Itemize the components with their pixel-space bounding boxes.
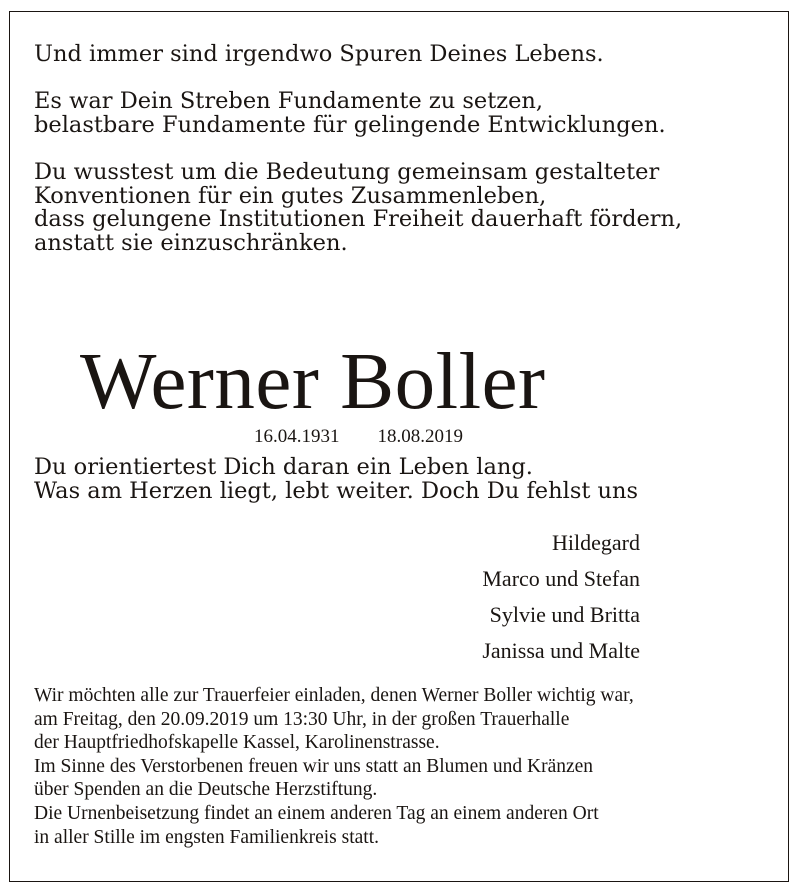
notice-line: über Spenden an die Deutsche Herzstiftung. — [34, 779, 378, 801]
intro-paragraph-3 — [34, 161, 682, 255]
mourner-name: Janissa und Malte — [482, 638, 640, 663]
mourners-list — [482, 525, 640, 669]
birth-date: 16.04.1931 — [254, 426, 340, 447]
funeral-notice — [34, 684, 634, 849]
notice-line: Die Urnenbeisetzung findet an einem anderen Tag an einem anderen Ort — [34, 802, 599, 824]
closing-line: Du orientiertest Dich daran ein Leben lang. — [34, 454, 533, 480]
notice-line: der Hauptfriedhofskapelle Kassel, Karolinenstrasse. — [34, 732, 440, 754]
intro-line: Du wusstest um die Bedeutung gemeinsam gestalteter — [34, 159, 660, 185]
notice-line: Im Sinne des Verstorbenen freuen wir uns statt an Blumen und Kränzen — [34, 755, 594, 777]
intro-line: dass gelungene Institutionen Freiheit dauerhaft fördern, — [34, 206, 683, 232]
intro-line: Konventionen für ein gutes Zusammenleben, — [34, 182, 547, 209]
mourner-name: Sylvie und Britta — [489, 602, 640, 627]
closing-paragraph — [34, 456, 638, 503]
intro-line: belastbare Fundamente für gelingende Entwicklungen. — [34, 111, 666, 138]
intro-paragraph-1 — [34, 43, 604, 67]
intro-paragraph-2 — [34, 90, 666, 137]
death-date: 18.08.2019 — [377, 426, 463, 447]
mourner-name: Marco und Stefan — [482, 566, 640, 591]
intro-line: Und immer sind irgendwo Spuren Deines Lebens. — [34, 41, 604, 67]
life-dates — [254, 426, 463, 448]
closing-line: Was am Herzen liegt, lebt weiter. Doch Du fehlst uns — [34, 477, 639, 504]
mourner-name: Hildegard — [552, 530, 640, 555]
deceased-name: Werner Boller — [80, 336, 546, 426]
notice-line: Wir möchten alle zur Trauerfeier einladen, denen Werner Boller wichtig war, — [34, 685, 634, 706]
intro-line: Es war Dein Streben Fundamente zu setzen, — [34, 88, 544, 114]
intro-line: anstatt sie einzuschränken. — [34, 229, 348, 256]
notice-line: am Freitag, den 20.09.2019 um 13:30 Uhr, in der großen Trauerhalle — [34, 708, 570, 730]
notice-line: in aller Stille im engsten Familienkreis statt. — [34, 826, 379, 848]
